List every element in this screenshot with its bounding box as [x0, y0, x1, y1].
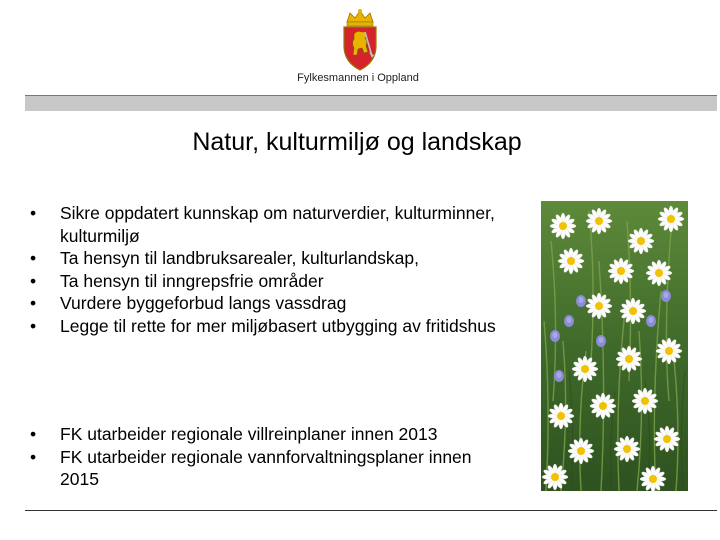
bullet-list-secondary — [30, 423, 510, 491]
bullet-list-primary — [30, 202, 510, 337]
organization-name: Fylkesmannen i Oppland — [297, 72, 419, 84]
header-band — [25, 95, 717, 111]
bullet-item: • Sikre oppdatert kunnskap om naturverdier, kulturminner, kulturmiljø — [30, 202, 510, 247]
meadow-flowers-photo — [541, 201, 688, 491]
bullet-item: • Vurdere byggeforbud langs vassdrag — [30, 292, 510, 315]
bullet-item: • Ta hensyn til landbruksarealer, kulturlandskap, — [30, 247, 510, 270]
bullet-item: • Legge til rette for mer miljøbasert utbygging av fritidshus — [30, 315, 510, 338]
slide-title: Natur, kulturmiljø og landskap — [192, 128, 522, 156]
bullet-item: • FK utarbeider regionale vannforvaltningsplaner innen 2015 — [30, 446, 510, 491]
coat-of-arms-icon — [335, 8, 385, 72]
bullet-item: • FK utarbeider regionale villreinplaner innen 2013 — [30, 423, 510, 446]
bullet-item: • Ta hensyn til inngrepsfrie områder — [30, 270, 510, 293]
footer-divider — [25, 510, 717, 511]
